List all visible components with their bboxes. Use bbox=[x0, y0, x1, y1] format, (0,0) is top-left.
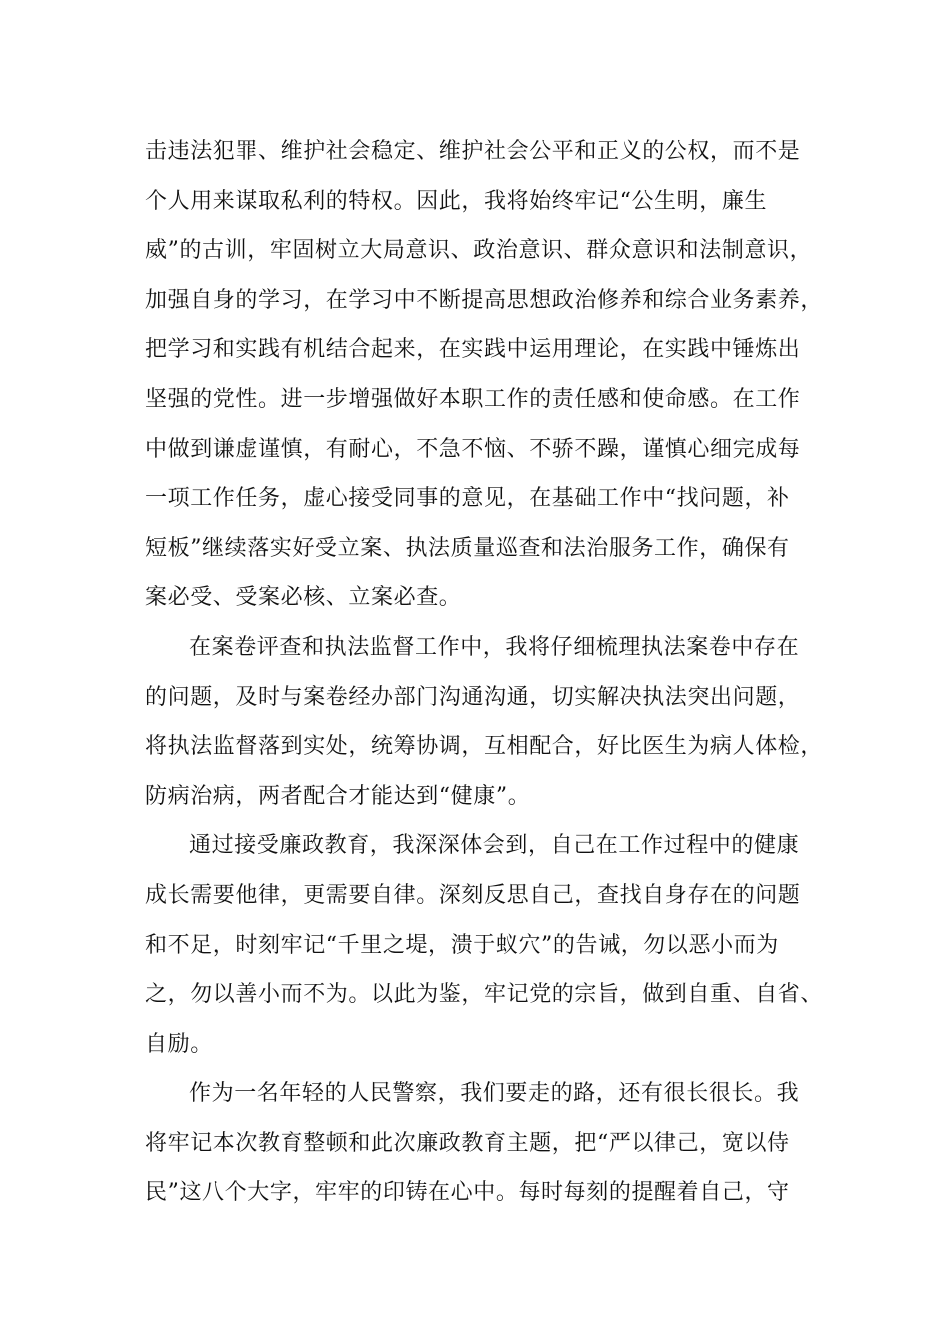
paragraph-first-line: 通过接受廉政教育，我深深体会到，自己在工作过程中的健康 bbox=[189, 833, 800, 859]
text-line: 防病治病，两者配合才能达到“健康”。 bbox=[145, 783, 531, 809]
text-line: 击违法犯罪、维护社会稳定、维护社会公平和正义的公权，而不是 bbox=[145, 139, 801, 164]
document-body bbox=[145, 132, 825, 1223]
text-line: 短板”继续落实好受立案、执法质量巡查和法治服务工作，确保有 bbox=[145, 535, 790, 561]
text-line: 个人用来谋取私利的特权。因此，我将始终牢记“公生明，廉生 bbox=[145, 188, 768, 214]
text-line: 把学习和实践有机结合起来，在实践中运用理论，在实践中锤炼出 bbox=[145, 337, 801, 363]
text-line: 坚强的党性。进一步增强做好本职工作的责任感和使命感。在工作 bbox=[145, 386, 801, 412]
text-line: 将牢记本次教育整顿和此次廉政教育主题，把“严以律己，宽以侍 bbox=[145, 1130, 790, 1156]
text-line: 成长需要他律，更需要自律。深刻反思自己，查找自身存在的问题 bbox=[145, 882, 801, 908]
text-line: 威”的古训，牢固树立大局意识、政治意识、群众意识和法制意识， bbox=[145, 238, 813, 264]
text-line: 案必受、受案必核、立案必查。 bbox=[145, 585, 462, 611]
text-line: 自励。 bbox=[145, 1031, 213, 1057]
text-line: 之，勿以善小而不为。以此为鉴，牢记党的宗旨，做到自重、自省、 bbox=[145, 982, 824, 1008]
text-line: 加强自身的学习，在学习中不断提高思想政治修养和综合业务素养， bbox=[145, 287, 824, 313]
paragraph-first-line: 在案卷评查和执法监督工作中，我将仔细梳理执法案卷中存在 bbox=[189, 634, 800, 660]
text-line: 中做到谦虚谨慎，有耐心，不急不恼、不骄不躁，谨慎心细完成每 bbox=[145, 436, 801, 462]
text-line: 和不足，时刻牢记“千里之堤，溃于蚁穴”的告诫，勿以恶小而为 bbox=[145, 932, 779, 958]
text-line: 将执法监督落到实处，统筹协调，互相配合，好比医生为病人体检， bbox=[145, 734, 824, 760]
text-line: 民”这八个大字，牢牢的印铸在心中。每时每刻的提醒着自己，守 bbox=[145, 1180, 790, 1206]
text-line: 的问题，及时与案卷经办部门沟通沟通，切实解决执法突出问题， bbox=[145, 684, 801, 710]
paragraph-first-line: 作为一名年轻的人民警察，我们要走的路，还有很长很长。我 bbox=[189, 1081, 800, 1107]
text-line: 一项工作任务，虚心接受同事的意见，在基础工作中“找问题，补 bbox=[145, 486, 790, 512]
